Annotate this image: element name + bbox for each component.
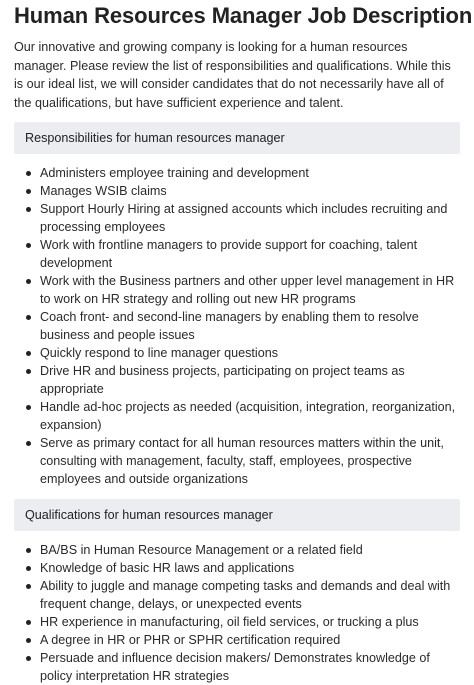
list-item: [40, 308, 460, 344]
list-item: [40, 344, 460, 362]
list-item-text: Knowledge of basic HR laws and applications: [40, 561, 295, 576]
bullet-icon: [26, 243, 31, 248]
bullet-icon: [26, 369, 31, 374]
list-item-text: Administers employee training and development: [40, 166, 309, 181]
bullet-icon: [26, 171, 31, 176]
bullet-icon: [26, 189, 31, 194]
bullet-icon: [26, 548, 31, 553]
qualifications-list: [14, 541, 460, 685]
list-item: [40, 434, 460, 488]
list-item: [40, 362, 460, 398]
list-item: [40, 398, 460, 434]
list-item-text: Support Hourly Hiring at assigned accounts which includes recruiting and processing employees: [40, 202, 448, 235]
list-item: [40, 541, 460, 559]
responsibilities-heading: Responsibilities for human resources manager: [25, 131, 285, 146]
list-item: [40, 200, 460, 236]
list-item: [40, 577, 460, 613]
bullet-icon: [26, 441, 31, 446]
bullet-icon: [26, 351, 31, 356]
list-item-text: BA/BS in Human Resource Management or a related field: [40, 543, 363, 558]
bullet-icon: [26, 405, 31, 410]
qualifications-section-header: [14, 499, 460, 531]
list-item: [40, 236, 460, 272]
intro-paragraph: Our innovative and growing company is looking for a human resources manager. Please review the list of responsibilities and qualifications. While this is our ideal list, we will consider candidates that do not necessarily have all of the qualifications, but have sufficient experience and talent.: [14, 40, 451, 110]
list-item: [40, 272, 460, 308]
list-item-text: Work with the Business partners and other upper level management in HR to work on HR strategy and rolling out new HR programs: [40, 274, 455, 307]
responsibilities-list: [14, 164, 460, 488]
responsibilities-section-header: [14, 122, 460, 154]
list-item: [40, 559, 460, 577]
list-item: [40, 631, 460, 649]
list-item-text: Manages WSIB claims: [40, 184, 167, 199]
list-item-text: Coach front- and second-line managers by enabling them to resolve business and people issues: [40, 310, 419, 343]
bullet-icon: [26, 656, 31, 661]
page-title: Human Resources Manager Job Description: [14, 3, 473, 28]
list-item-text: HR experience in manufacturing, oil field services, or trucking a plus: [40, 615, 419, 630]
list-item-text: Handle ad-hoc projects as needed (acquisition, integration, reorganization, expansion): [40, 400, 456, 433]
list-item: [40, 613, 460, 631]
list-item-text: Work with frontline managers to provide support for coaching, talent development: [40, 238, 418, 271]
list-item: [40, 649, 460, 685]
bullet-icon: [26, 279, 31, 284]
list-item-text: Serve as primary contact for all human resources matters within the unit, consulting with management, faculty, staff, employees, prospective employees and outside organizations: [40, 436, 444, 487]
list-item: [40, 182, 460, 200]
qualifications-heading: Qualifications for human resources manager: [25, 508, 273, 523]
bullet-icon: [26, 315, 31, 320]
list-item-text: Ability to juggle and manage competing tasks and demands and deal with frequent change, delays, or unexpected events: [40, 579, 451, 612]
list-item-text: Drive HR and business projects, participating on project teams as appropriate: [40, 364, 405, 397]
list-item-text: Quickly respond to line manager questions: [40, 346, 279, 361]
list-item-text: A degree in HR or PHR or SPHR certification required: [40, 633, 341, 648]
bullet-icon: [26, 566, 31, 571]
bullet-icon: [26, 620, 31, 625]
list-item-text: Persuade and influence decision makers/ Demonstrates knowledge of policy interpretation HR strategies: [40, 651, 430, 684]
bullet-icon: [26, 207, 31, 212]
bullet-icon: [26, 638, 31, 643]
list-item: [40, 164, 460, 182]
bullet-icon: [26, 584, 31, 589]
